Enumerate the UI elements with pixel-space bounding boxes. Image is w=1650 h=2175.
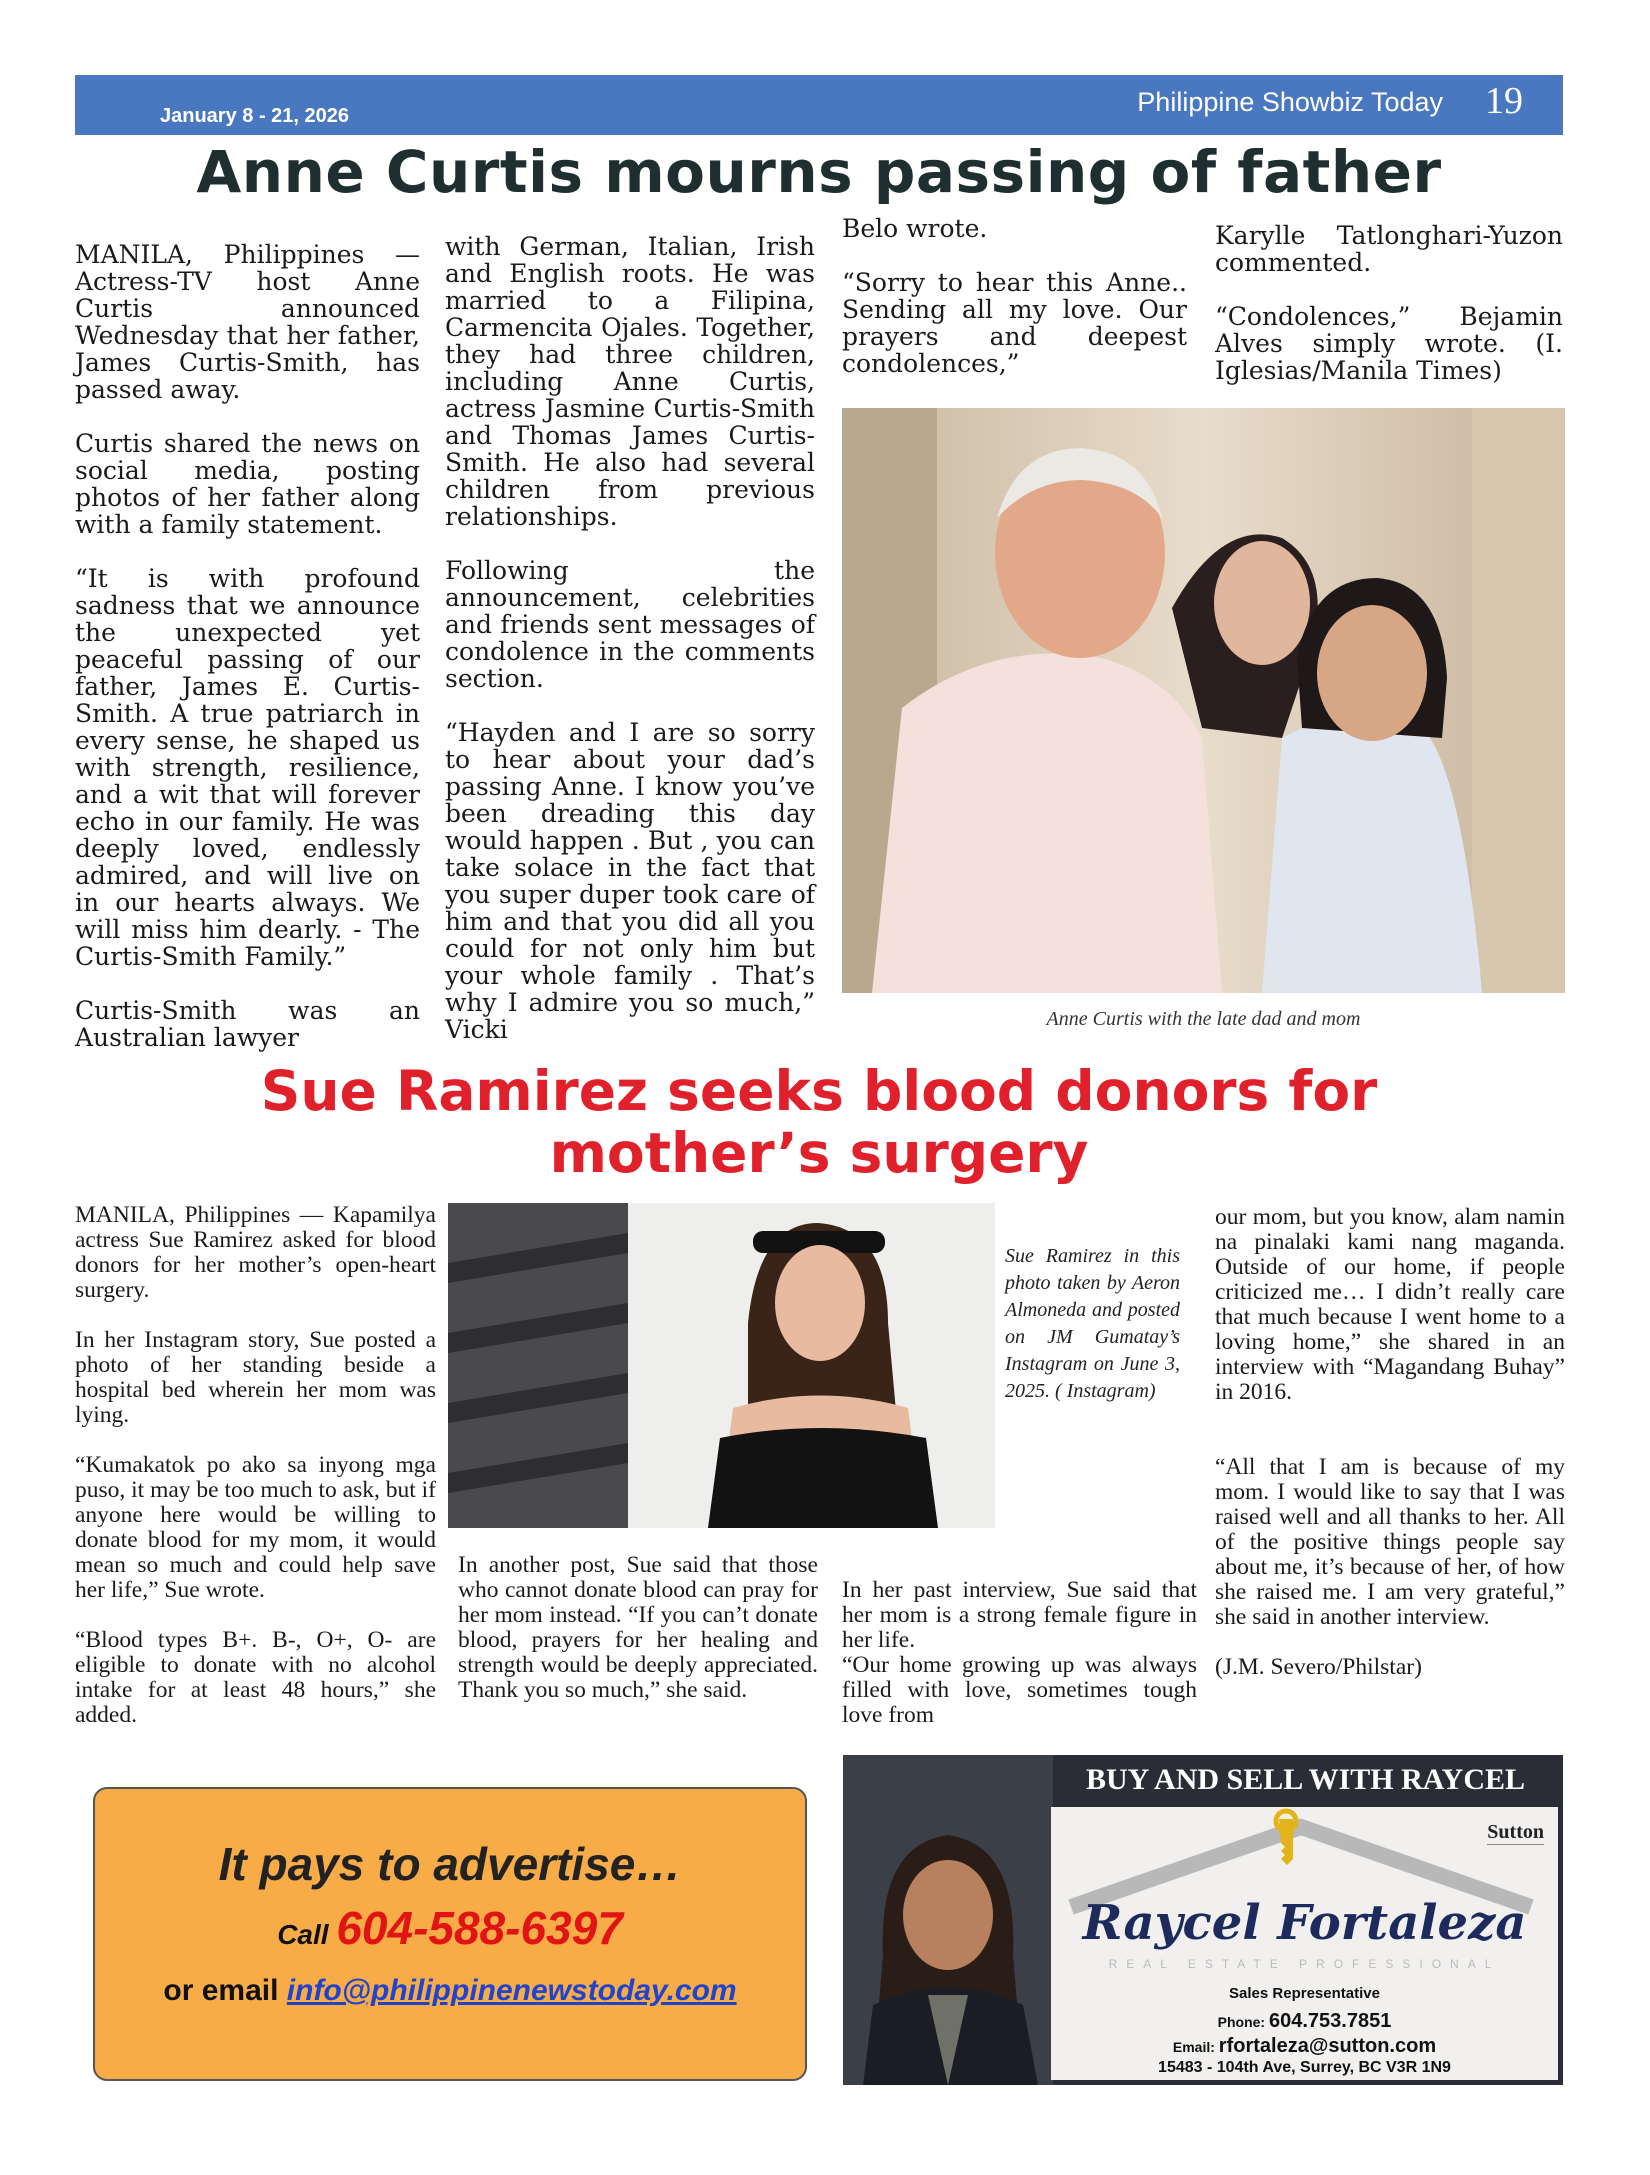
- sue-photo-caption: Sue Ramirez in this photo taken by Aeron Almoneda and posted on JM Gumatay’s Instagram on June 3, 2025. ( Instagram): [1005, 1245, 1180, 1402]
- family-photo-illustration: [842, 408, 1565, 993]
- ad-email-label: or email: [163, 1974, 279, 2007]
- article2-headline: [75, 1060, 1563, 1184]
- paragraph: “Condolences,” Bejamin Alves simply wrote. (I. Iglesias/Manila Times): [1215, 302, 1563, 385]
- publication-name: Philippine Showbiz Today: [1137, 87, 1443, 117]
- article1-headline: Anne Curtis mourns passing of father: [196, 138, 1442, 206]
- paragraph: In her past interview, Sue said that her mom is a strong female figure in her life.: [842, 1577, 1197, 1653]
- article1-column-4: [1215, 222, 1563, 411]
- paragraph: Karylle Tatlonghari-Yuzon commented.: [1215, 221, 1563, 277]
- realtor-email-label: Email:: [1172, 2039, 1215, 2055]
- realtor-name: Raycel Fortaleza: [1082, 1895, 1527, 1951]
- advertise-with-us-ad[interactable]: [93, 1787, 807, 2081]
- ad-phone-number[interactable]: 604-588-6397: [336, 1902, 623, 1954]
- paragraph: MANILA, Philippines — Actress-TV host Anne Curtis announced Wednesday that her father, James Curtis-Smith, has passed away.: [75, 240, 420, 404]
- realtor-phone-line: [1051, 2010, 1558, 2033]
- realtor-role: Sales Representative: [1229, 1985, 1380, 2002]
- ad-call-label: Call: [277, 1919, 329, 1950]
- issue-date: January 8 - 21, 2026: [160, 105, 350, 127]
- article2-column-3: [842, 1578, 1197, 1753]
- paragraph: our mom, but you know, alam namin na pinalaki kami nang maganda. Outside of our home, if people criticized me… I didn’t really care that much because I went home to a loving home,” she shared in an interview with “Magandang Buhay” in 2016.: [1215, 1204, 1565, 1405]
- paragraph: “Sorry to hear this Anne.. Sending all my love. Our prayers and deepest condolences,”: [842, 268, 1187, 378]
- realtor-phone[interactable]: 604.753.7851: [1269, 2010, 1392, 2032]
- family-photo: [842, 408, 1565, 993]
- paragraph: Curtis shared the news on social media, posting photos of her father along with a family statement.: [75, 429, 420, 539]
- article2-column-4: [1215, 1205, 1565, 1705]
- paragraph: Curtis-Smith was an Australian lawyer: [75, 996, 420, 1052]
- article1-column-3: [842, 215, 1187, 404]
- realtor-portrait: [843, 1755, 1053, 2085]
- ad-call-line: [95, 1901, 805, 1955]
- realtor-business-card: [1051, 1807, 1558, 2080]
- ad-tagline: It pays to advertise…: [218, 1838, 682, 1890]
- paragraph: “All that I am is because of my mom. I would like to say that I was raised well and all thanks to her. All of the positive things people say about me, it’s because of her, of how she raised me. I am very grateful,” she said in another interview.: [1215, 1454, 1565, 1630]
- paragraph: (J.M. Severo/Philstar): [1215, 1654, 1422, 1680]
- paragraph: with German, Italian, Irish and English roots. He was married to a Filipina, Carmencita Ojales. Together, they had three children, including Anne Curtis, actress Jasmine Curtis-Smith and Thomas James Curtis-Smith. He also had several children from previous relationships.: [445, 232, 815, 531]
- realtor-subtitle: REAL ESTATE PROFESSIONAL: [1108, 1957, 1501, 1971]
- realtor-email[interactable]: rfortaleza@sutton.com: [1218, 2035, 1437, 2057]
- paragraph: “Hayden and I are so sorry to hear about your dad’s passing Anne. I know you’ve been dreading this day would happen . But , you can take solace in the fact that you super duper took care of him and that you did all you could for not only him but your whole family . That’s why I admire you so much,” Vicki: [445, 718, 815, 1044]
- article1-column-1: [75, 241, 420, 1078]
- ad-email-link[interactable]: info@philippinenewstoday.com: [286, 1974, 737, 2007]
- sue-ramirez-photo: [448, 1203, 995, 1528]
- article2-headline-line-2: mother’s surgery: [549, 1121, 1089, 1185]
- realtor-address: 15483 - 104th Ave, Surrey, BC V3R 1N9: [1158, 2059, 1451, 2076]
- realtor-ad[interactable]: [843, 1755, 1563, 2085]
- article1-column-2: [445, 233, 815, 1070]
- family-photo-caption: Anne Curtis with the late dad and mom: [1046, 1008, 1361, 1030]
- article2-column-2: [458, 1553, 818, 1728]
- sue-ramirez-photo-illustration: [448, 1203, 995, 1528]
- paragraph: Following the announcement, celebrities and friends sent messages of condolence in the comments section.: [445, 556, 815, 693]
- paragraph: “Blood types B+. B-, O+, O- are eligible to donate with no alcohol intake for at least 48 hours,” she added.: [75, 1627, 436, 1728]
- sutton-logo: Sutton: [1487, 1821, 1544, 1843]
- article2-headline-line-1: Sue Ramirez seeks blood donors for: [260, 1059, 1378, 1123]
- paragraph: “Our home growing up was always filled with love, sometimes tough love from: [842, 1652, 1197, 1728]
- realtor-email-line: [1051, 2035, 1558, 2058]
- paragraph: MANILA, Philippines — Kapamilya actress Sue Ramirez asked for blood donors for her mother’s open-heart surgery.: [75, 1202, 436, 1303]
- article2-column-1: [75, 1203, 436, 1753]
- paragraph: “It is with profound sadness that we announce the unexpected yet peaceful passing of our father, James E. Curtis-Smith. A true patriarch in every sense, he shaped us with strength, resilience, and a wit that will forever echo in our family. He was deeply loved, endlessly admired, and will live on in our hearts always. We will miss him dearly. - The Curtis-Smith Family.”: [75, 564, 420, 971]
- key-icon: [1279, 1819, 1293, 1865]
- paragraph: In another post, Sue said that those who cannot donate blood can pray for her mom instead. “If you can’t donate blood, prayers for her healing and strength would be deeply appreciated. Thank you so much,” she said.: [458, 1552, 818, 1703]
- realtor-phone-label: Phone:: [1217, 2014, 1266, 2030]
- ad-email-line: [95, 1973, 805, 2009]
- page-header-band: [75, 75, 1563, 135]
- paragraph: Belo wrote.: [842, 214, 988, 243]
- page-number: 19: [1485, 80, 1523, 122]
- paragraph: In her Instagram story, Sue posted a photo of her standing beside a hospital bed wherein her mom was lying.: [75, 1327, 436, 1428]
- realtor-ad-header: BUY AND SELL WITH RAYCEL: [1085, 1763, 1526, 1796]
- paragraph: “Kumakatok po ako sa inyong mga puso, it may be too much to ask, but if anyone here would be willing to donate blood for my mom, it would mean so much and could help save her life,” Sue wrote.: [75, 1452, 436, 1603]
